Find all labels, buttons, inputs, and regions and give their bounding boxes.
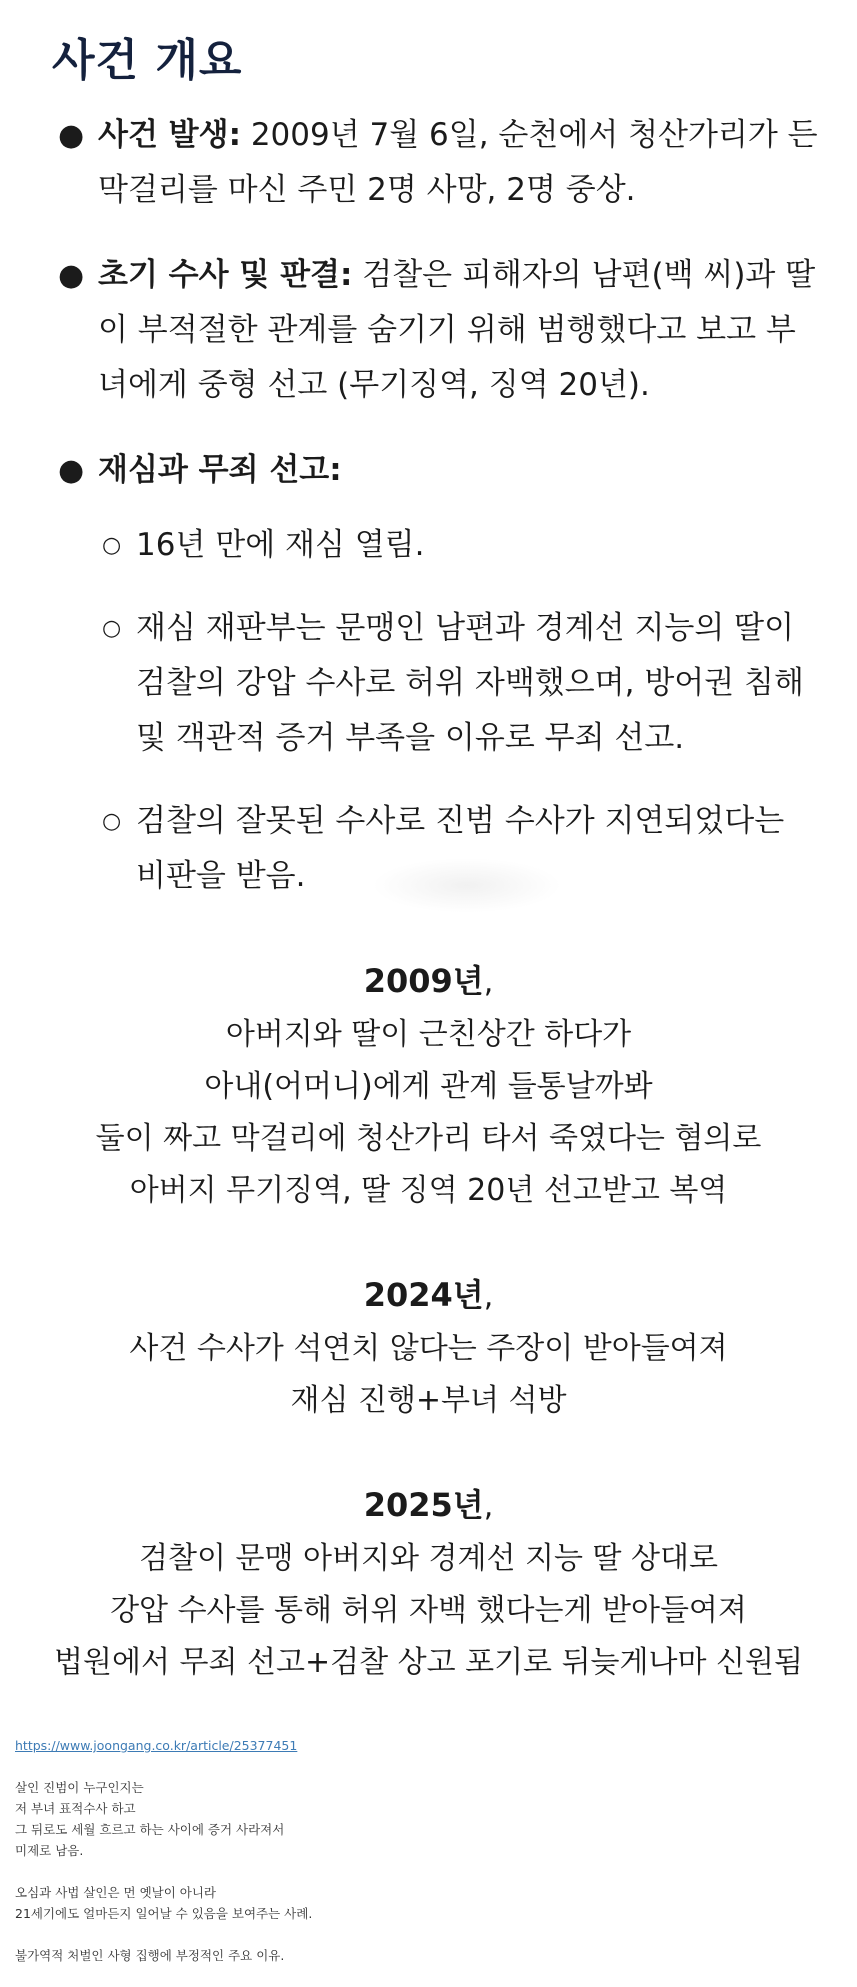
footer-notes: [15, 1735, 815, 1987]
timeline-year: [0, 1479, 857, 1533]
timeline-block-2024: [0, 1269, 857, 1427]
timeline-line: 둘이 짜고 막걸리에 청산가리 타서 죽였다는 혐의로: [95, 1121, 762, 1156]
bullet-icon: ●: [58, 453, 85, 488]
timeline-year: [0, 1269, 857, 1323]
note-line: 살인 진범이 누구인지는: [15, 1780, 144, 1795]
retrial-item: [98, 518, 822, 573]
summary-list: [52, 108, 822, 934]
note-line: 저 부녀 표적수사 하고: [15, 1801, 136, 1816]
retrial-text: 16년 만에 재심 열림.: [136, 527, 425, 563]
hollow-bullet-icon: ○: [102, 616, 122, 641]
timeline-line: 아버지 무기징역, 딸 징역 20년 선고받고 복역: [129, 1173, 728, 1208]
summary-item-retrial: [52, 443, 822, 904]
bullet-icon: ●: [58, 258, 85, 293]
note-line: 불가역적 처벌인 사형 집행에 부정적인 주요 이유.: [15, 1948, 285, 1963]
timeline-line: 아내(어머니)에게 관계 들통날까봐: [204, 1069, 653, 1104]
note-line: 오심과 사법 살인은 먼 옛날이 아니라: [15, 1885, 216, 1900]
timeline-year: [0, 955, 857, 1009]
note-paragraph: [15, 1777, 815, 1861]
timeline-line: 재심 진행+부녀 석방: [290, 1383, 567, 1418]
note-line: 그 뒤로도 세월 흐르고 하는 사이에 증거 사라져서: [15, 1822, 285, 1837]
article-link[interactable]: https://www.joongang.co.kr/article/25377451: [15, 1738, 298, 1753]
summary-text: 검찰은 피해자의 남편(백 씨)과 딸이 부적절한 관계를 숨기기 위해 범행했다고 보고 부녀에게 중형 선고 (무기징역, 징역 20년).: [98, 257, 816, 403]
year-separator: ,: [483, 965, 494, 1000]
section-title: 사건 개요: [52, 35, 243, 86]
timeline-line: 사건 수사가 석연치 않다는 주장이 받아들여져: [129, 1331, 728, 1366]
summary-item-incident: [52, 108, 822, 218]
note-paragraph: [15, 1882, 815, 1924]
year-label: 2025년: [363, 1486, 484, 1524]
timeline-line: 강압 수사를 통해 허위 자백 했다는게 받아들여져: [110, 1593, 747, 1628]
hollow-bullet-icon: ○: [102, 809, 122, 834]
note-line: 미제로 남음.: [15, 1843, 84, 1858]
note-paragraph: [15, 1945, 815, 1966]
smudge-mark: [372, 858, 562, 913]
summary-label: 초기 수사 및 판결:: [98, 257, 353, 293]
hollow-bullet-icon: ○: [102, 533, 122, 558]
summary-label: 재심과 무죄 선고:: [98, 452, 342, 488]
timeline: [0, 955, 857, 1741]
note-line: 21세기에도 얼마든지 일어날 수 있음을 보여주는 사례.: [15, 1906, 313, 1921]
retrial-text: 재심 재판부는 문맹인 남편과 경계선 지능의 딸이 검찰의 강압 수사로 허위 자백했으며, 방어권 침해 및 객관적 증거 부족을 이유로 무죄 선고.: [136, 610, 804, 756]
retrial-sublist: [98, 518, 822, 904]
bullet-icon: ●: [58, 118, 85, 153]
timeline-block-2009: [0, 955, 857, 1217]
summary-item-initial-trial: [52, 248, 822, 413]
year-label: 2024년: [363, 1276, 484, 1314]
timeline-line: 검찰이 문맹 아버지와 경계선 지능 딸 상대로: [139, 1541, 718, 1576]
year-label: 2009년: [363, 962, 484, 1000]
timeline-line: 법원에서 무죄 선고+검찰 상고 포기로 뒤늦게나마 신원됨: [54, 1645, 803, 1680]
timeline-block-2025: [0, 1479, 857, 1689]
year-separator: ,: [483, 1489, 494, 1524]
summary-text: 2009년 7월 6일, 순천에서 청산가리가 든 막걸리를 마신 주민 2명 사망, 2명 중상.: [98, 117, 818, 208]
year-separator: ,: [483, 1279, 494, 1314]
summary-label: 사건 발생:: [98, 117, 241, 153]
retrial-item: [98, 601, 822, 766]
timeline-line: 아버지와 딸이 근친상간 하다가: [225, 1017, 632, 1052]
retrial-text: 검찰의 잘못된 수사로 진범 수사가 지연되었다는 비판을 받음.: [136, 803, 785, 894]
